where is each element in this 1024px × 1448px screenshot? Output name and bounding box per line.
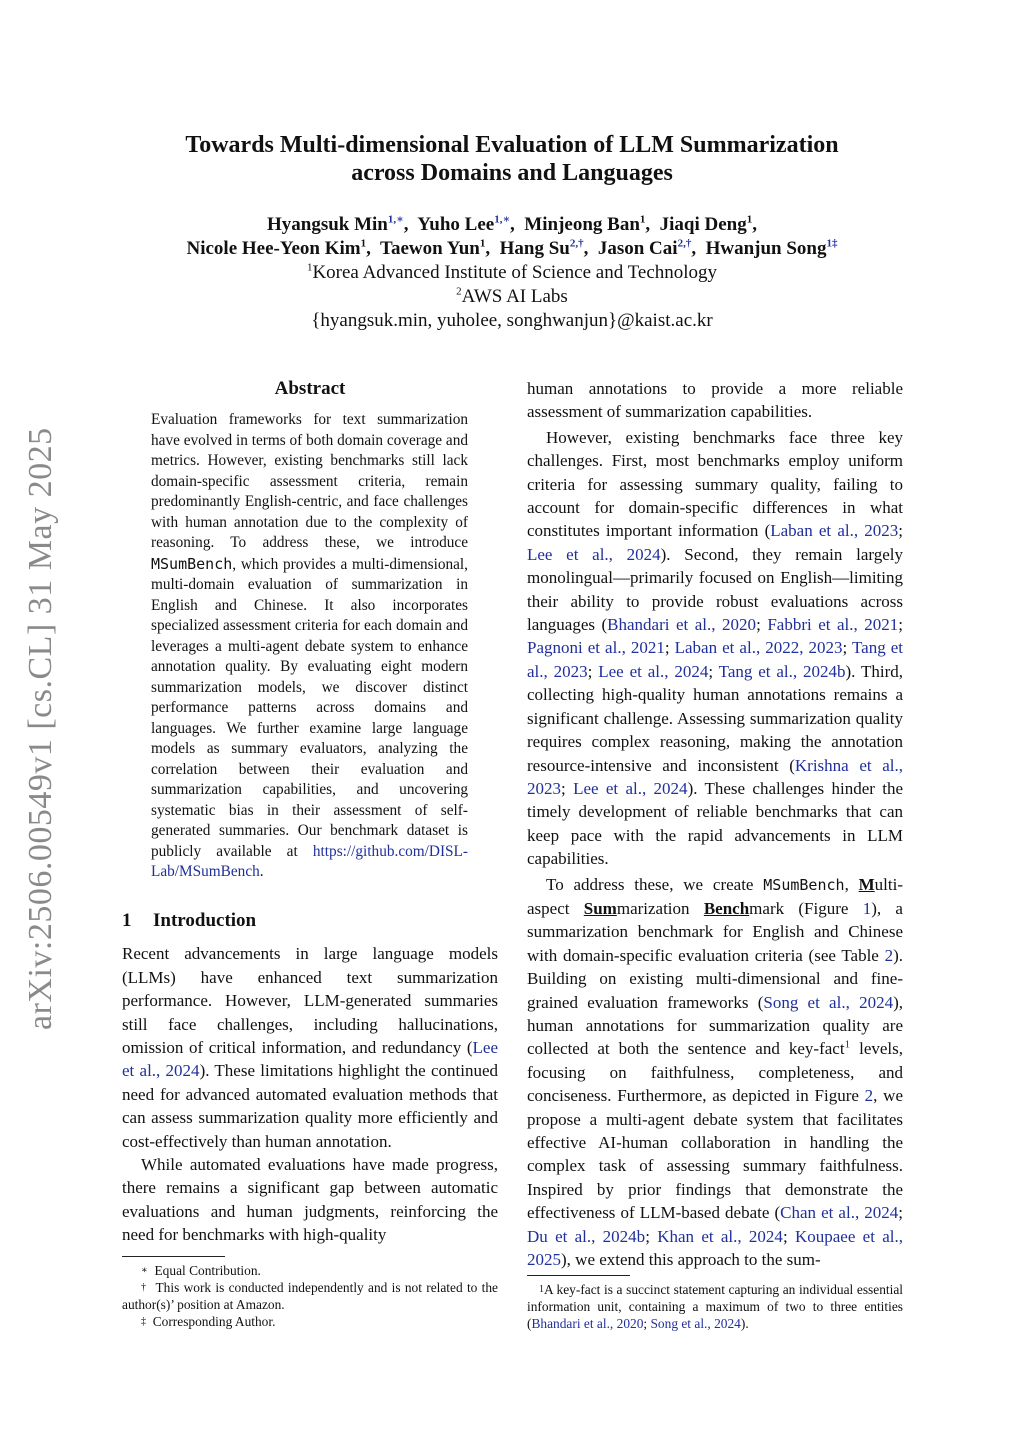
citation-link[interactable]: Laban et al., 2023 (770, 521, 899, 541)
citation-link[interactable]: Krishna et al., 2023 (527, 755, 903, 798)
title-line-1: Towards Multi-dimensional Evaluation of LLM Summarization (185, 132, 839, 158)
arxiv-identifier: arXiv:2506.00549v1 [cs.CL] 31 May 2025 (22, 427, 59, 1030)
footnote-rule (527, 1275, 630, 1276)
section-heading-introduction: 1 Introduction (122, 909, 257, 931)
citation-link[interactable]: Chan et al., 2024 (780, 1203, 899, 1223)
author-name: Taewon Yun (380, 238, 480, 259)
system-name: MSumBench (151, 554, 233, 573)
right-column (527, 377, 903, 1271)
citation-link[interactable]: Fabbri et al., 2021 (767, 615, 899, 635)
author-affil: 1 (639, 213, 646, 226)
author-name: Hyangsuk Min (266, 214, 388, 235)
citation-link[interactable]: Song et al., 2024 (650, 1316, 741, 1331)
author-affil: 1 (360, 237, 367, 250)
footnote-keyfact: $^1$A key-fact is a succinct statement capturing an individual essential information unit, containing a maximum of two to three entities (Bhandari et al., 2020; Song et al., 2024). (527, 1282, 903, 1331)
citation-link[interactable]: Bhandari et al., 2020 (607, 615, 757, 635)
author-name: Yuho Lee (417, 214, 495, 235)
footnote: † This work is conducted independently and is not related to the author(s)’ position at Amazon. (122, 1280, 498, 1312)
author-name: Jason Cai (597, 238, 678, 259)
citation-link[interactable]: Lee et al., 2024 (122, 1037, 498, 1081)
citation-link[interactable]: Lee et al., 2024 (598, 661, 709, 681)
intro-paragraph-1: Recent advancements in large language models (LLMs) have enhanced text summarization performance. However, LLM-generated summaries still face challenges, including hallucinations, omission of critical information, and redundancy (Lee et al., 2024). These limitations highlight the continued need for advanced automated evaluation methods that can assess summarization quality more efficiently and cost-effectively than human annotation. (122, 944, 498, 1151)
citation-link[interactable]: Lee et al., 2024 (573, 778, 688, 798)
system-name: MSumBench (763, 875, 845, 894)
citation-link[interactable]: Du et al., 2024b (527, 1226, 646, 1246)
author-block (0, 213, 1024, 333)
paragraph-continued: human annotations to provide a more reliable assessment of summarization capabilities. (527, 379, 903, 422)
author-line-2: Nicole Hee-Yeon Kim$^1$, Taewon Yun$^1$, Hang Su$^{2,\dagger}$, Jason Cai$^{2,\dagger}$, Hwanjun Song$^{1\ddagger}$ (186, 237, 838, 259)
title-line-2: across Domains and Languages (351, 160, 673, 186)
citation-link[interactable]: Bhandari et al., 2020 (531, 1316, 644, 1331)
citation-link[interactable]: Tang et al., 2024b (718, 661, 846, 681)
citation-link[interactable]: Lee et al., 2024 (527, 544, 661, 564)
paper-title (0, 131, 1024, 187)
left-column (122, 377, 498, 1247)
author-name: Hwanjun Song (705, 238, 827, 259)
author-name: Jiaqi Deng (659, 214, 747, 235)
figure-ref[interactable]: 2 (864, 1086, 874, 1106)
author-line-1: Hyangsuk Min$^{1,∗}$, Yuho Lee$^{1,∗}$, Minjeong Ban$^1$, Jiaqi Deng$^1$, (266, 213, 758, 235)
abstract-body: Evaluation frameworks for text summarization have evolved in terms of both domain coverage and metrics. However, existing benchmarks still lack domain-specific assessment criteria, remain predominantly English-centric, and face challenges with human annotation due to the complexity of reasoning. To address these, we introduce MSumBench, which provides a multi-dimensional, multi-domain evaluation of summarization in English and Chinese. It also incorporates specialized assessment criteria for each domain and leverages a multi-agent debate system to enhance annotation quality. By evaluating eight modern summarization models, we discover distinct performance patterns across domains and languages. We further examine large language models as summary evaluators, analyzing the correlation between their evaluation and summarization capabilities, and uncovering systematic bias in their assessment of self-generated summaries. Our benchmark dataset is publicly available at https://github.com/DISL-Lab/MSumBench. (151, 411, 468, 881)
affiliation-2: $^2$AWS AI Labs (456, 285, 568, 307)
footnotes-left (122, 1262, 498, 1330)
author-name: Hang Su (499, 238, 570, 259)
footnote: ‡ Corresponding Author. (141, 1314, 276, 1329)
author-name: Minjeong Ban (524, 214, 640, 235)
github-link[interactable]: https://github.com/DISL-Lab/MSumBench (151, 842, 468, 881)
abstract-heading: Abstract (274, 378, 346, 399)
author-affil: 1 (746, 213, 753, 226)
paragraph-challenges: However, existing benchmarks face three key challenges. First, most benchmarks employ uniform criteria for assessing summary quality, failing to account for domain-specific differences in what constitutes important information (Laban et al., 2023; Lee et al., 2024). Second, they remain largely monolingual—primarily focused on English—limiting their ability to provide robust evaluations across languages (Bhandari et al., 2020; Fabbri et al., 2021; Pagnoni et al., 2021; Laban et al., 2022, 2023; Tang et al., 2023; Lee et al., 2024; Tang et al., 2024b). Third, collecting high-quality human annotations remains a significant challenge. Assessing summarization quality requires complex reasoning, making the annotation resource-intensive and inconsistent (Krishna et al., 2023; Lee et al., 2024). These challenges hinder the timely development of reliable benchmarks that can keep pace with the rapid advancements in LLM capabilities. (527, 427, 904, 869)
author-name: Nicole Hee-Yeon Kim (186, 238, 361, 259)
author-affil: 2,† (569, 237, 584, 250)
footnote-ref[interactable]: 1 (844, 1038, 851, 1051)
author-affil: 1,∗ (387, 213, 404, 226)
author-affil: 1,∗ (494, 213, 511, 226)
intro-paragraph-2: While automated evaluations have made progress, there remains a significant gap between automatic evaluations and human judgments, reinforcing the need for benchmarks with high-quality (122, 1154, 498, 1245)
paragraph-msumbench: To address these, we create MSumBench, Multi-aspect Summarization Benchmark (Figure 1), a summarization benchmark for English and Chinese with domain-specific evaluation criteria (see Table 2). Building on existing multi-dimensional and fine-grained evaluation frameworks (Song et al., 2024), human annotations for summarization quality are collected at both the sentence and key-fact$^1$ levels, focusing on faithfulness, completeness, and conciseness. Furthermore, as depicted in Figure 2, we propose a multi-agent debate system that facilitates effective AI-human collaboration in handling the complex task of assessing summary faithfulness. Inspired by prior findings that demonstrate the effectiveness of LLM-based debate (Chan et al., 2024; Du et al., 2024b; Khan et al., 2024; Koupaee et al., 2025), we extend this approach to the sum- (527, 874, 904, 1270)
affiliation-1: $^1$Korea Advanced Institute of Science and Technology (306, 261, 718, 283)
citation-link[interactable]: Song et al., 2024 (763, 992, 894, 1012)
figure-ref[interactable]: 1 (862, 898, 872, 918)
footnote-rule (122, 1256, 225, 1257)
citation-link[interactable]: Laban et al., 2022, 2023 (674, 638, 843, 658)
author-affil: 1 (479, 237, 486, 250)
footnote: ∗ Equal Contribution. (141, 1263, 261, 1278)
citation-link[interactable]: Khan et al., 2024 (657, 1226, 783, 1246)
citation-link[interactable]: Koupaee et al., 2025 (527, 1226, 903, 1270)
table-ref[interactable]: 2 (884, 945, 894, 965)
author-emails: {hyangsuk.min, yuholee, songhwanjun}@kaist.ac.kr (311, 310, 713, 331)
author-affil: 1‡ (826, 237, 838, 250)
author-affil: 2,† (677, 237, 692, 250)
citation-link[interactable]: Tang et al., 2023 (527, 638, 904, 681)
citation-link[interactable]: Pagnoni et al., 2021 (527, 638, 665, 658)
